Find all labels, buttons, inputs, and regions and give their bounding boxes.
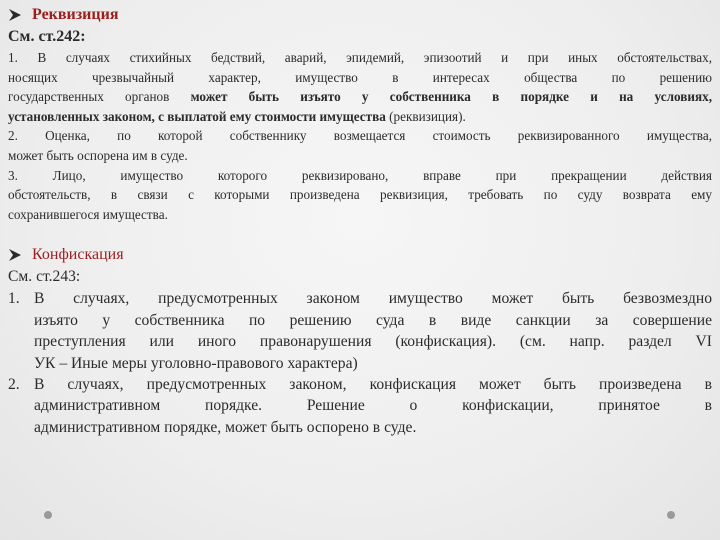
text-line: административном порядке, может быть оспорено в суде.: [34, 418, 417, 436]
article-reference: См. ст.243:: [8, 268, 81, 286]
text-line: носящих чрезвычайный характер, имущество в интересах общества по решению: [8, 69, 712, 85]
section-heading-confiscation: [8, 244, 712, 266]
list-number: 1.: [8, 290, 20, 308]
text-line: административном порядке. Решение о конфискации, принятое в: [34, 397, 712, 415]
text-span: (реквизиция).: [385, 108, 466, 124]
paragraph-3: [8, 166, 712, 225]
text-line: УК – Иные меры уголовно-правового характера): [34, 354, 358, 372]
list-number: 2.: [8, 375, 20, 393]
list-item: [8, 288, 712, 374]
section-confiscation: [8, 244, 712, 438]
text-line: преступления или иного правонарушения (конфискация). (см. напр. раздел VI: [34, 333, 712, 351]
text-line: В случаях, предусмотренных законом имущество может быть безвозмездно: [34, 290, 712, 308]
emphasis-text: установленных законом, с выплатой ему стоимости имущества: [8, 108, 386, 124]
decorative-dot: [667, 511, 675, 519]
arrow-bullet-icon: [8, 8, 22, 22]
section-title: Реквизиция: [32, 6, 119, 23]
text-line: [8, 107, 712, 127]
slide-content: [8, 4, 712, 438]
paragraph-2: [8, 126, 712, 165]
numbered-list: [8, 288, 712, 438]
list-item: [8, 374, 712, 438]
paragraph-1: [8, 48, 712, 126]
text-line: 1. В случаях стихийных бедствий, аварий, эпидемий, эпизоотий и при иных обстоятельствах,: [8, 50, 712, 65]
text-line: сохранившегося имущества.: [8, 206, 168, 222]
text-line: изъято у собственника по решению суда в виде санкции за совершение: [34, 311, 712, 329]
article-reference: См. ст.242:: [8, 28, 86, 45]
text-line: [8, 87, 712, 107]
text-line: 2. Оценка, по которой собственнику возмещается стоимость реквизированного имущества,: [8, 128, 712, 144]
decorative-dot: [44, 511, 52, 519]
text-line: обстоятельств, в связи с которыми произведена реквизиция, требовать по суду возврата ему: [8, 187, 712, 203]
text-line: В случаях, предусмотренных законом, конфискация может быть произведена в: [34, 375, 712, 393]
section-title: Конфискация: [32, 246, 124, 264]
emphasis-text: может быть изъято у собственника в порядке и на условиях,: [190, 89, 712, 105]
text-line: 3. Лицо, имущество которого реквизировано, вправе при прекращении действия: [8, 167, 712, 183]
arrow-bullet-icon: [8, 248, 22, 262]
text-span: государственных органов: [8, 89, 191, 105]
section-heading-requisition: [8, 4, 712, 26]
text-line: может быть оспорена им в суде.: [8, 147, 188, 163]
